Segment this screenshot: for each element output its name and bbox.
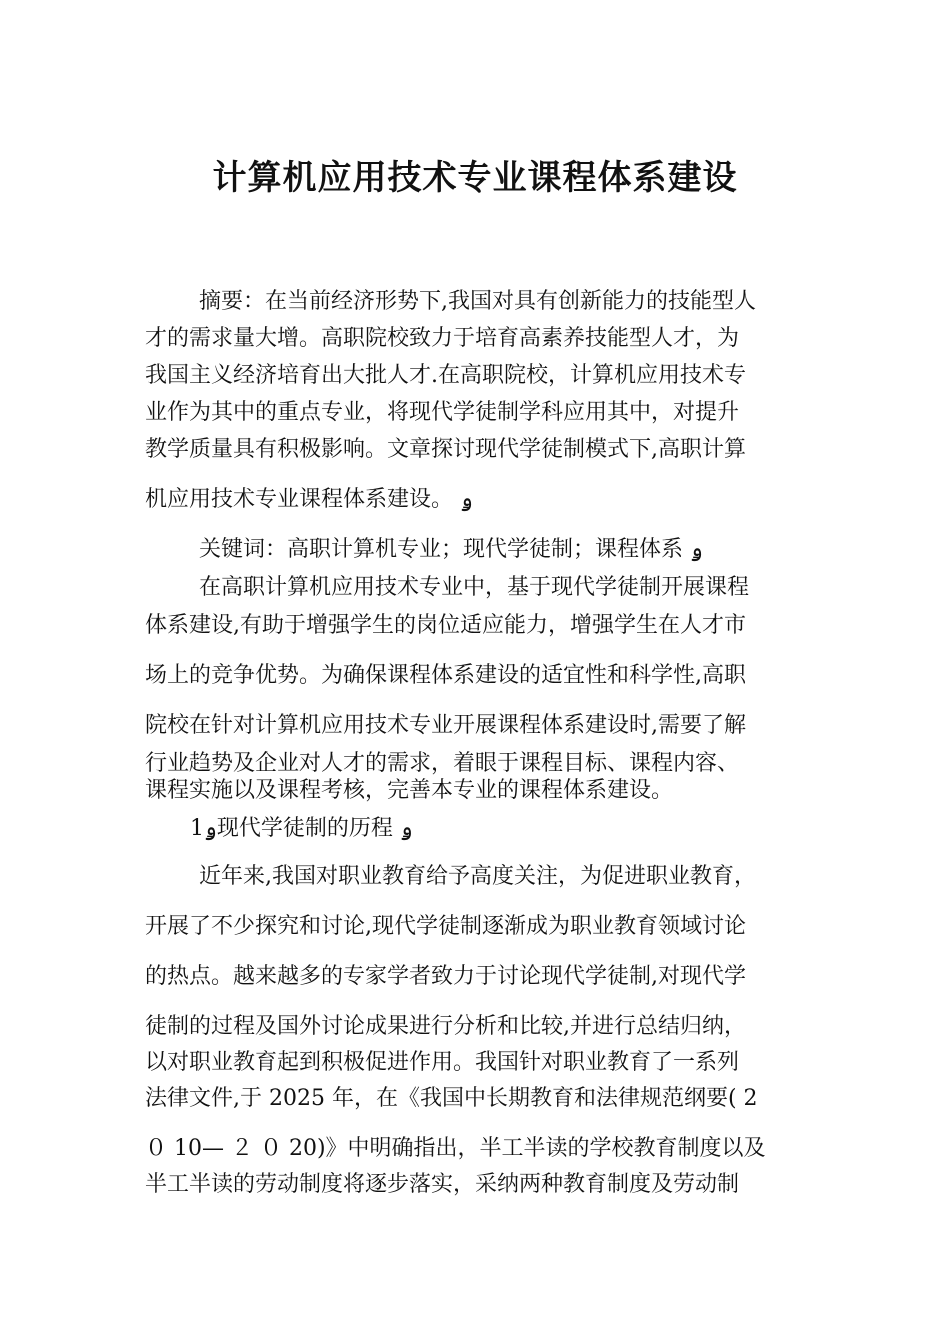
abstract-line-6: 机应用技术专业课程体系建设。 ۅ <box>145 487 473 512</box>
abstract-line-5: 教学质量具有积极影响。文章探讨现代学徒制模式下,高职计算 <box>145 437 746 462</box>
intro-line-6: 课程实施以及课程考核，完善本专业的课程体系建设。 <box>145 778 674 803</box>
section-line-5: 以对职业教育起到积极促进作用。我国针对职业教育了一系列 <box>145 1050 740 1075</box>
section-line-4: 徒制的过程及国外讨论成果进行分析和比较,并进行总结归纳， <box>145 1014 746 1039</box>
section-line-7: ０ 10— ２ ０ 20)》中明确指出，半工半读的学校教育制度以及 <box>145 1136 766 1161</box>
section-line-1: 近年来,我国对职业教育给予高度关注，为促进职业教育， <box>199 864 756 889</box>
section-line-6: 法律文件,于 2025 年，在《我国中长期教育和法律规范纲要( 2 <box>145 1086 758 1111</box>
intro-line-5: 行业趋势及企业对人才的需求，着眼于课程目标、课程内容、 <box>145 751 740 776</box>
document-title: 计算机应用技术专业课程体系建设 <box>212 158 738 198</box>
section-heading-1: 1ۅ现代学徒制的历程 ۅ <box>190 816 413 841</box>
intro-line-2: 体系建设,有助于增强学生的岗位适应能力，增强学生在人才市 <box>145 613 746 638</box>
abstract-line-4: 业作为其中的重点专业，将现代学徒制学科应用其中，对提升 <box>145 400 740 425</box>
intro-line-1: 在高职计算机应用技术专业中，基于现代学徒制开展课程 <box>199 575 750 600</box>
section-line-2: 开展了不少探究和讨论,现代学徒制逐渐成为职业教育领域讨论 <box>145 914 746 939</box>
section-line-3: 的热点。越来越多的专家学者致力于讨论现代学徒制,对现代学 <box>145 964 746 989</box>
abstract-line-1: 摘要：在当前经济形势下,我国对具有创新能力的技能型人 <box>199 289 756 314</box>
intro-line-3: 场上的竞争优势。为确保课程体系建设的适宜性和科学性,高职 <box>145 663 746 688</box>
intro-line-4: 院校在针对计算机应用技术专业开展课程体系建设时,需要了解 <box>145 713 746 738</box>
section-line-8: 半工半读的劳动制度将逐步落实，采纳两种教育制度及劳动制 <box>145 1172 740 1197</box>
abstract-line-2: 才的需求量大增。高职院校致力于培育高素养技能型人才，为 <box>145 326 740 351</box>
abstract-line-3: 我国主义经济培育出大批人才.在高职院校，计算机应用技术专 <box>145 363 746 388</box>
keywords-line: 关键词：高职计算机专业；现代学徒制；课程体系 ۅ <box>199 537 703 562</box>
